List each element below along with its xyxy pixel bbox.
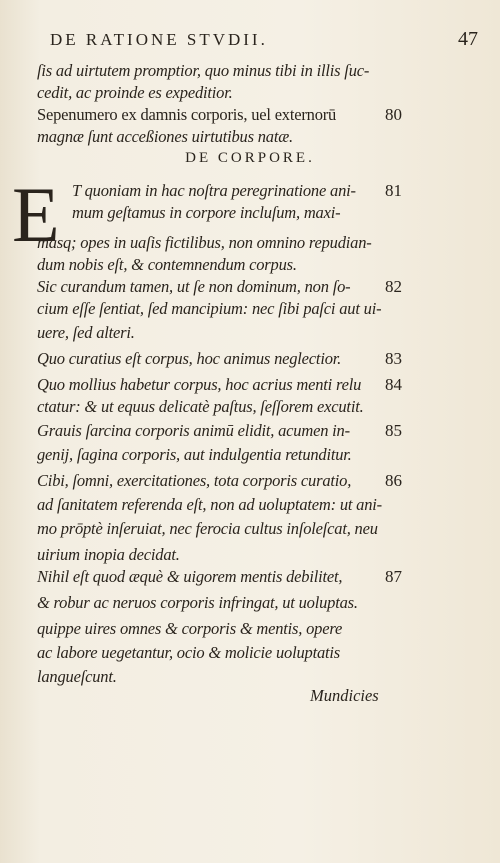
text-line: magnæ ſunt acceßiones uirtutibus natæ.: [37, 127, 293, 146]
text-line: cedit, ac proinde es expeditior.: [37, 83, 233, 102]
text-line: masq; opes in uaſis fictilibus, non omnino repudian-: [37, 233, 372, 252]
text-line: ctatur: & ut equus delicatè paſtus, ſeſſorem excutit.: [37, 397, 364, 416]
text-line: dum nobis eſt, & contemnendum corpus.: [37, 255, 297, 274]
text-line: Sepenumero ex damnis corporis, uel externorū: [37, 105, 337, 124]
text-line: mo prōptè inſeruiat, nec ferocia cultus inſoleſcat, neu: [37, 519, 378, 538]
margin-number: 80: [385, 105, 402, 124]
margin-number: 86: [385, 471, 402, 490]
text-line: Grauis ſarcina corporis animū elidit, acumen in-: [37, 421, 350, 440]
text-line: quippe uires omnes & corporis & mentis, opere: [37, 619, 343, 638]
text-line: mum geſtamus in corpore incluſum, maxi-: [72, 203, 341, 222]
page-number: 47: [458, 28, 478, 50]
text-line: cium eſſe ſentiat, ſed mancipium: nec ſibi paſci aut ui-: [37, 299, 382, 318]
text-line: genij, ſagina corporis, aut indulgentia retunditur.: [37, 445, 352, 464]
text-line: uirium inopia decidat.: [37, 545, 180, 564]
text-line: T quoniam in hac noſtra peregrinatione ani-: [72, 181, 356, 200]
margin-number: 87: [385, 567, 402, 586]
text-line: Sic curandum tamen, ut ſe non dominum, non ſo-: [37, 277, 351, 296]
text-line: Cibi, ſomni, exercitationes, tota corporis curatio,: [37, 471, 352, 490]
margin-number: 81: [385, 181, 402, 200]
text-line: & robur ac neruos corporis infringat, ut uoluptas.: [37, 593, 358, 612]
text-line: Quo mollius habetur corpus, hoc acrius menti relu: [37, 375, 362, 394]
running-head: [40, 28, 480, 52]
text-line: ac labore uegetantur, ocio & molicie uoluptatis: [37, 643, 340, 662]
margin-number: 82: [385, 277, 402, 296]
text-line: langueſcunt.: [37, 667, 117, 686]
margin-number: 83: [385, 349, 402, 368]
section-heading: DE CORPORE.: [185, 150, 315, 166]
catchword: Mundicies: [310, 686, 379, 705]
text-line: Quo curatius eſt corpus, hoc animus neglectior.: [37, 349, 342, 368]
text-line: Nihil eſt quod æquè & uigorem mentis debilitet,: [37, 567, 343, 586]
text-line: ſis ad uirtutem promptior, quo minus tibi in illis ſuc-: [37, 61, 370, 80]
text-line: uere, ſed alteri.: [37, 323, 135, 342]
running-head-title: DE RATIONE STVDII.: [50, 30, 268, 49]
margin-number: 84: [385, 375, 402, 394]
margin-number: 85: [385, 421, 402, 440]
text-line: ad ſanitatem referenda eſt, non ad uoluptatem: ut ani-: [37, 495, 382, 514]
drop-cap: E: [12, 171, 60, 258]
